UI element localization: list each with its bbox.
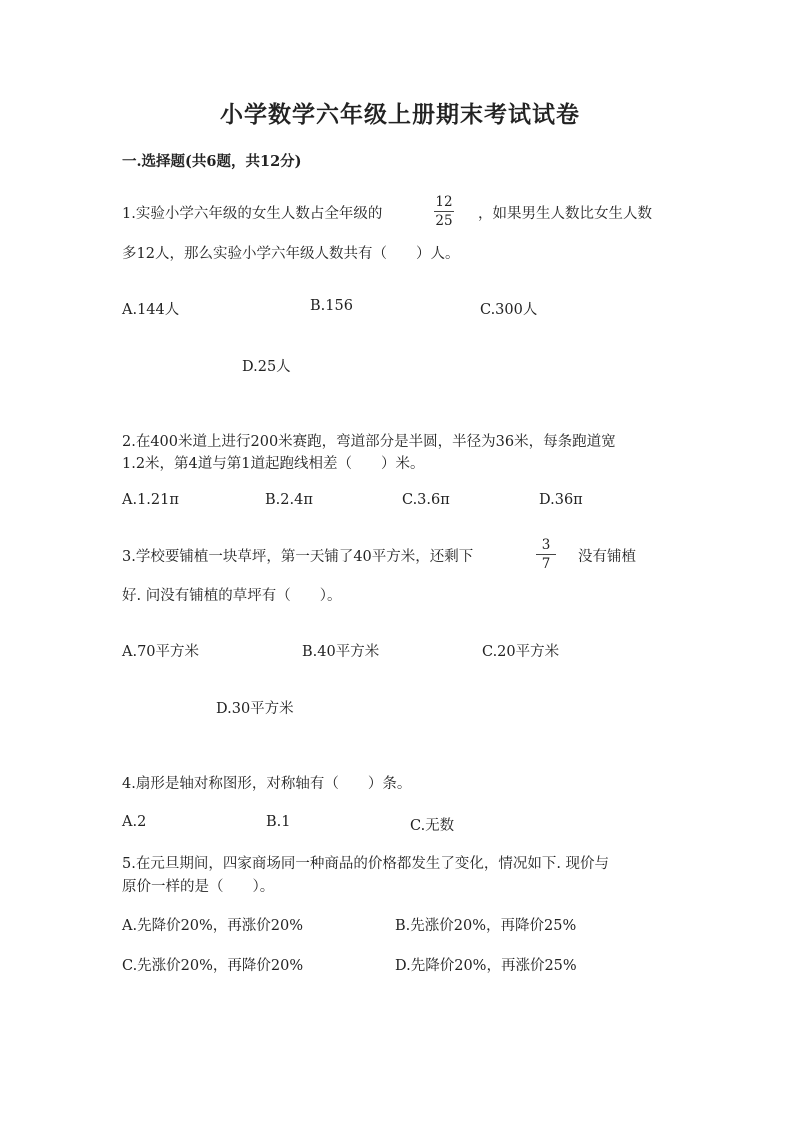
- question-3-option-a: A.70平方米: [122, 644, 200, 660]
- question-2-option-d: D.36π: [539, 492, 583, 508]
- question-2-text-line-1: 2.在400米道上进行200米赛跑，弯道部分是半圆，半径为36米，每条跑道宽: [122, 434, 616, 450]
- question-1-fraction: [432, 194, 456, 229]
- fraction-bar: [434, 211, 454, 212]
- question-5-text-line-1: 5.在元旦期间，四家商场同一种商品的价格都发生了变化，情况如下. 现价与: [122, 856, 610, 872]
- question-2-text-line-2: 1.2米，第4道与第1道起跑线相差（ ）米。: [122, 456, 425, 472]
- question-3-text-end: 没有铺植: [578, 549, 636, 565]
- fraction-denominator: 25: [435, 213, 453, 229]
- fraction-numerator: 12: [435, 194, 453, 210]
- question-5-option-a: A.先降价20%，再涨价20%: [122, 918, 304, 934]
- question-3-option-b: B.40平方米: [302, 644, 380, 660]
- question-3-option-d: D.30平方米: [216, 701, 294, 717]
- question-3-text-line-2: 好. 问没有铺植的草坪有（ ）。: [122, 588, 342, 604]
- question-1-text-end: ，如果男生人数比女生人数: [478, 206, 652, 222]
- question-1-option-b: B.156: [310, 298, 353, 314]
- question-2-option-b: B.2.4π: [265, 492, 313, 508]
- question-1-text-line-2: 多12人，那么实验小学六年级人数共有（ ）人。: [122, 246, 460, 262]
- question-3-text-start: 3.学校要铺植一块草坪，第一天铺了40平方米，还剩下: [122, 549, 474, 565]
- question-1-option-a: A.144人: [122, 302, 180, 318]
- question-2-option-c: C.3.6π: [402, 492, 450, 508]
- fraction-bar: [536, 554, 556, 555]
- question-5-option-d: D.先降价20%，再涨价25%: [395, 958, 577, 974]
- fraction-denominator: 7: [541, 556, 551, 572]
- question-5-option-b: B.先涨价20%，再降价25%: [395, 918, 577, 934]
- question-4-option-c: C.无数: [410, 818, 455, 834]
- question-5-option-c: C.先涨价20%，再降价20%: [122, 958, 304, 974]
- question-2-option-a: A.1.21π: [122, 492, 179, 508]
- question-3-fraction: [534, 537, 558, 572]
- question-1-text-start: 1.实验小学六年级的女生人数占全年级的: [122, 206, 383, 222]
- question-3-option-c: C.20平方米: [482, 644, 560, 660]
- question-5-text-line-2: 原价一样的是（ ）。: [122, 879, 275, 895]
- fraction-numerator: 3: [541, 537, 551, 553]
- question-1-option-d: D.25人: [242, 359, 291, 375]
- question-4-option-a: A.2: [122, 814, 147, 830]
- question-4-text: 4.扇形是轴对称图形，对称轴有（ ）条。: [122, 776, 412, 792]
- question-4-option-b: B.1: [266, 814, 291, 830]
- page-title: 小学数学六年级上册期末考试试卷: [220, 101, 580, 128]
- question-1-option-c: C.300人: [480, 302, 538, 318]
- section-heading: 一.选择题(共6题，共12分): [122, 153, 302, 170]
